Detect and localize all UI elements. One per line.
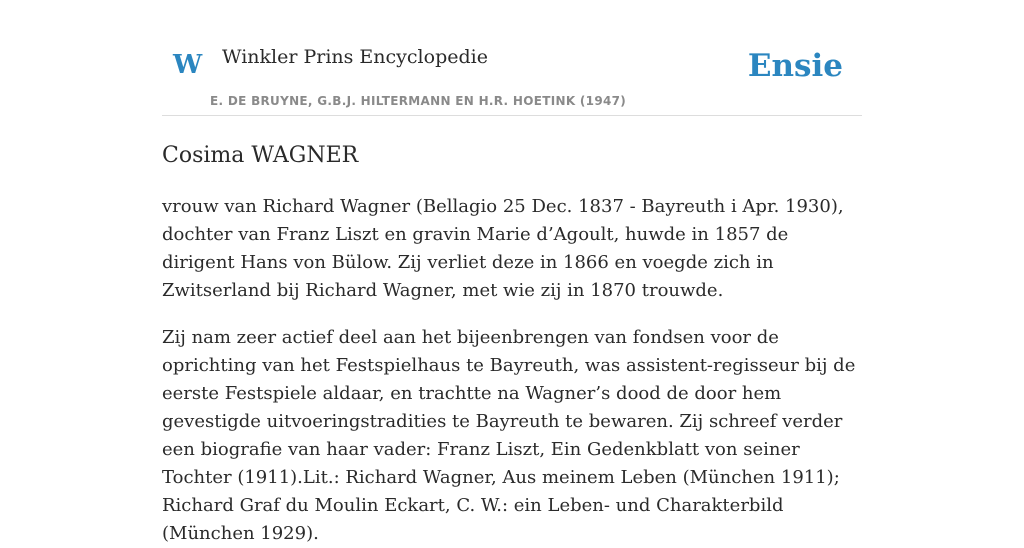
article-container	[162, 0, 862, 548]
article-title: Cosima WAGNER	[162, 143, 359, 168]
source-logo[interactable]: W	[173, 50, 203, 80]
article-paragraph: vrouw van Richard Wagner (Bellagio 25 Dec. 1837 - Bayreuth i Apr. 1930), dochter van Franz Liszt en gravin Marie d’Agoult, huwde in 1857 de dirigent Hans von Bülow. Zij verliet deze in 1866 en voegde zich in Zwitserland bij Richard Wagner, met wie zij in 1870 trouwde.	[162, 196, 844, 302]
source-header	[162, 0, 862, 116]
article-paragraph: Zij nam zeer actief deel aan het bijeenbrengen van fondsen voor de oprichting van het Festspielhaus te Bayreuth, was assistent-regisseur bij de eerste Festspiele aldaar, en trachtte na Wagner’s dood de door hem gevestigde uitvoeringstradities te Bayreuth te bewaren. Zij schreef verder een biografie van haar vader: Franz Liszt, Ein Gedenkblatt von seiner Tochter (1911).Lit.: Richard Wagner, Aus meinem Leben (München 1911); Richard Graf du Moulin Eckart, C. W.: ein Leben- und Charakterbild (München 1929).	[162, 327, 856, 545]
source-authors: E. DE BRUYNE, G.B.J. HILTERMANN EN H.R. HOETINK (1947)	[210, 94, 627, 108]
brand-logo[interactable]: Ensie	[747, 48, 843, 84]
source-title-link[interactable]: Winkler Prins Encyclopedie	[222, 46, 488, 68]
